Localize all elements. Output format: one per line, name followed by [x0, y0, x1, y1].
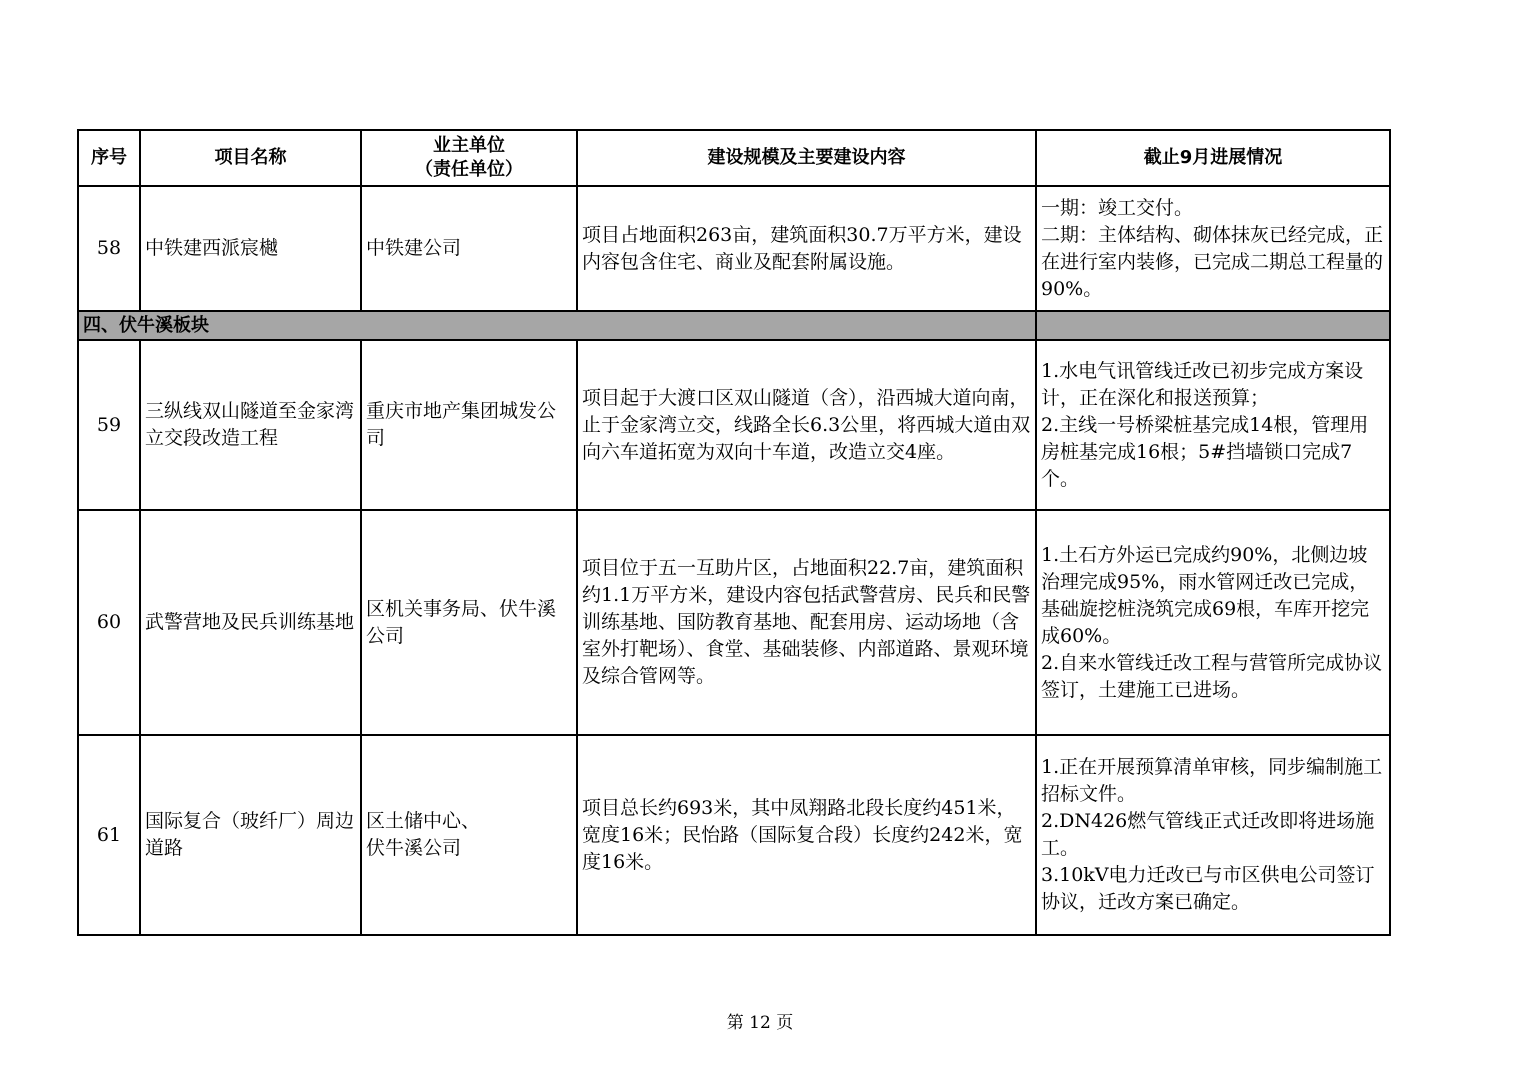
row-scope: 项目位于五一互助片区，占地面积22.7亩，建筑面积约1.1万平方米，建设内容包括武警营房、民兵和民警训练基地、国防教育基地、配套用房、运动场地（含室外打靶场）、食堂、基础装修、内部道路、景观环境及综合管网等。 — [577, 510, 1036, 735]
row-scope: 项目占地面积263亩，建筑面积30.7万平方米，建设内容包含住宅、商业及配套附属设施。 — [577, 186, 1036, 311]
progress-line: 2.主线一号桥梁桩基完成14根，管理用房桩基完成16根；5#挡墙锁口完成7个。 — [1041, 413, 1369, 490]
header-owner — [361, 130, 577, 186]
table-row — [78, 735, 1390, 935]
row-owner: 中铁建公司 — [361, 186, 577, 311]
progress-line: 二期：主体结构、砌体抹灰已经完成，正在进行室内装修，已完成二期总工程量的90%。 — [1041, 223, 1384, 300]
owner-line: 区土储中心、 — [366, 810, 481, 832]
section-blank — [1036, 311, 1390, 340]
header-owner-line2: （责任单位） — [415, 159, 523, 180]
progress-line: 1.正在开展预算清单审核，同步编制施工招标文件。 — [1041, 756, 1383, 805]
row-project-name: 三纵线双山隧道至金家湾立交段改造工程 — [140, 340, 361, 510]
row-owner — [361, 735, 577, 935]
row-progress — [1036, 186, 1390, 311]
row-project-name: 武警营地及民兵训练基地 — [140, 510, 361, 735]
row-index: 60 — [78, 510, 140, 735]
section-row — [78, 311, 1390, 340]
row-scope: 项目总长约693米，其中凤翔路北段长度约451米，宽度16米；民怡路（国际复合段）长度约242米，宽度16米。 — [577, 735, 1036, 935]
progress-line: 一期：竣工交付。 — [1041, 196, 1194, 219]
header-scope: 建设规模及主要建设内容 — [577, 130, 1036, 186]
header-project-name: 项目名称 — [140, 130, 361, 186]
row-owner: 重庆市地产集团城发公司 — [361, 340, 577, 510]
page-number: 第 12 页 — [726, 1013, 794, 1033]
progress-line: 2.DN426燃气管线正式迁改即将进场施工。 — [1041, 810, 1375, 859]
row-project-name: 中铁建西派宸樾 — [140, 186, 361, 311]
header-row — [78, 130, 1390, 186]
row-progress — [1036, 340, 1390, 510]
progress-line: 1.土石方外运已完成约90%，北侧边坡治理完成95%，雨水管网迁改已完成，基础旋挖桩浇筑完成69根，车库开挖完成60%。 — [1041, 543, 1370, 647]
progress-line: 2.自来水管线迁改工程与营管所完成协议签订，土建施工已进场。 — [1041, 651, 1383, 701]
table-row — [78, 510, 1390, 735]
table-row — [78, 186, 1390, 311]
progress-line: 3.10kV电力迁改已与市区供电公司签订协议，迁改方案已确定。 — [1041, 864, 1375, 913]
row-index: 61 — [78, 735, 140, 935]
row-index: 59 — [78, 340, 140, 510]
header-progress: 截止9月进展情况 — [1036, 130, 1390, 186]
table-row — [78, 340, 1390, 510]
header-owner-line1: 业主单位 — [433, 135, 505, 156]
project-progress-table — [77, 129, 1391, 936]
section-title: 四、伏牛溪板块 — [78, 311, 1036, 340]
row-project-name: 国际复合（玻纤厂）周边道路 — [140, 735, 361, 935]
owner-line: 伏牛溪公司 — [366, 837, 462, 859]
header-index: 序号 — [78, 130, 140, 186]
row-progress — [1036, 735, 1390, 935]
row-index: 58 — [78, 186, 140, 311]
row-owner: 区机关事务局、伏牛溪公司 — [361, 510, 577, 735]
row-progress — [1036, 510, 1390, 735]
row-scope: 项目起于大渡口区双山隧道（含），沿西城大道向南，止于金家湾立交，线路全长6.3公里，将西城大道由双向六车道拓宽为双向十车道，改造立交4座。 — [577, 340, 1036, 510]
progress-line: 1.水电气讯管线迁改已初步完成方案设计，正在深化和报送预算； — [1041, 359, 1364, 409]
